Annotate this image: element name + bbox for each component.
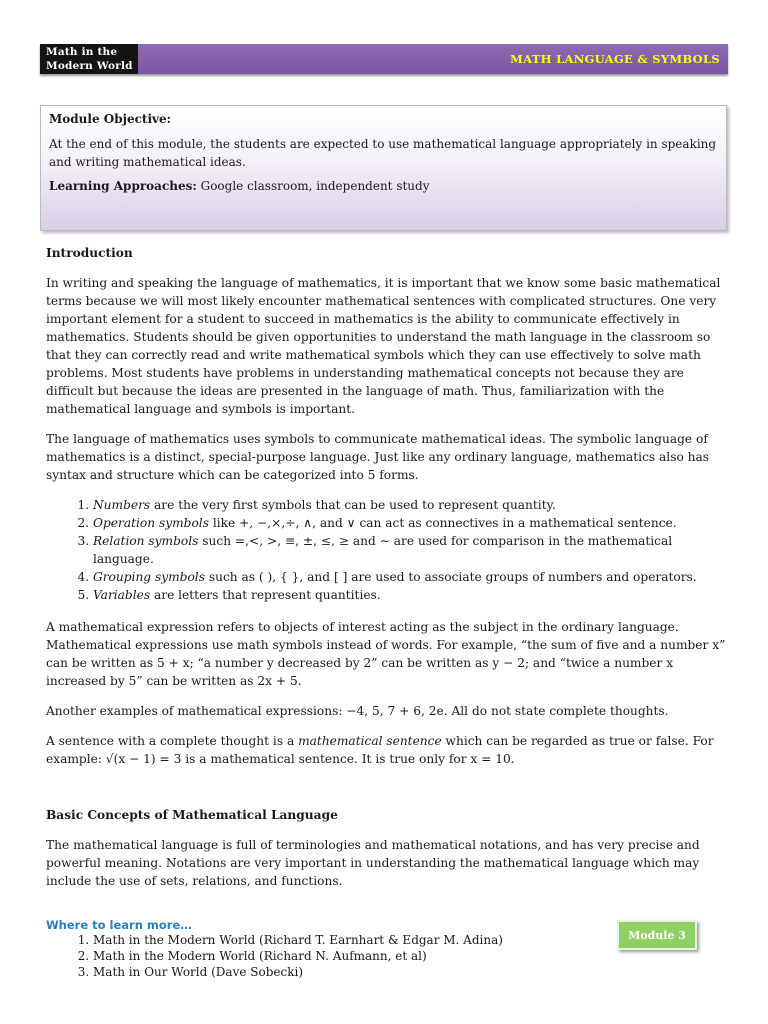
intro-paragraph-4: Another examples of mathematical expressions: −4, 5, 7 + 6, 2e. All do not state complete thoughts. xyxy=(46,704,669,718)
list-item xyxy=(93,532,726,568)
learning-approaches xyxy=(49,179,718,193)
introduction-heading: Introduction xyxy=(46,246,133,260)
reference-item: 1. Math in the Modern World (Richard T. Earnhart & Edgar M. Adina) xyxy=(93,932,503,948)
list-item xyxy=(93,586,726,604)
reference-item: 2. Math in the Modern World (Richard N. Aufmann, et al) xyxy=(93,948,503,964)
learn-more-heading: Where to learn more… xyxy=(46,918,192,932)
list-text: are the very first symbols that can be used to represent quantity. xyxy=(150,498,556,512)
list-term: Grouping symbols xyxy=(93,570,205,584)
objective-heading: Module Objective: xyxy=(49,112,172,126)
intro-paragraph-2: The language of mathematics uses symbols to communicate mathematical ideas. The symbolic language of mathematics is a distinct, special-purpose language. Just like any ordinary language, mathematics also has syntax and structure which can be categorized into 5 forms. xyxy=(46,432,710,482)
page-title: MATH LANGUAGE & SYMBOLS xyxy=(510,52,720,66)
logo-line-2: Modern World xyxy=(46,60,133,72)
intro-paragraph-1: In writing and speaking the language of mathematics, it is important that we know some basic mathematical terms because we will most likely encounter mathematical sentences with complicated structures. One very important element for a student to succeed in mathematics is the ability to communicate effectively in mathematics. Students should be given opportunities to understand the math language in the classroom so that they can correctly read and write mathematical symbols which they can use effectively to solve math problems. Most students have problems in understanding mathematical concepts not because they are difficult but because the ideas are presented in the language of math. Thus, familiarization with the mathematical language and symbols is important. xyxy=(46,276,721,416)
intro-paragraph-5 xyxy=(46,732,726,768)
list-text: are letters that represent quantities. xyxy=(150,588,381,602)
course-logo xyxy=(40,44,138,74)
logo-line-1: Math in the xyxy=(46,46,118,58)
approach-value: Google classroom, independent study xyxy=(196,179,430,193)
list-text: such =,<, >, ≡, ±, ≤, ≥ and ∼ are used for comparison in the mathematical language. xyxy=(93,534,673,566)
module-badge: Module 3 xyxy=(617,920,697,950)
basic-concepts-heading: Basic Concepts of Mathematical Language xyxy=(46,808,338,822)
p5-term: mathematical sentence xyxy=(298,734,442,748)
list-item xyxy=(93,514,726,532)
reference-list xyxy=(46,932,503,980)
p5-end: which can be regarded as true or false. For example: √(x − 1) = 3 is a mathematical sentence. It is true only for x = 10. xyxy=(46,734,714,766)
list-term: Relation symbols xyxy=(93,534,199,548)
symbol-forms-list xyxy=(46,496,726,604)
list-item xyxy=(93,496,726,514)
list-term: Numbers xyxy=(93,498,151,512)
intro-paragraph-3: A mathematical expression refers to objects of interest acting as the subject in the ordinary language. Mathematical expressions use math symbols instead of words. For example, “the sum of five and a number x” can be written as 5 + x; “a number y decreased by 2” can be written as y − 2; and “twice a number x increased by 5” can be written as 2x + 5. xyxy=(46,620,726,688)
approach-label: Learning Approaches: xyxy=(49,179,197,193)
list-text: such as ( ), { }, and [ ] are used to associate groups of numbers and operators. xyxy=(204,570,697,584)
objective-text: At the end of this module, the students are expected to use mathematical language appropriately in speaking and writing mathematical ideas. xyxy=(49,137,717,169)
p5-start: A sentence with a complete thought is a xyxy=(46,734,299,748)
list-term: Variables xyxy=(93,588,151,602)
list-term: Operation symbols xyxy=(93,516,209,530)
main-content xyxy=(46,244,726,902)
list-item xyxy=(93,568,726,586)
module-objective-box xyxy=(40,105,727,231)
basic-paragraph-1: The mathematical language is full of terminologies and mathematical notations, and has very precise and powerful meaning. Notations are very important in understanding the mathematical language which may include the use of sets, relations, and functions. xyxy=(46,838,700,888)
list-text: like +, −,×,÷, ∧, and ∨ can act as connectives in a mathematical sentence. xyxy=(208,516,677,530)
reference-item: 3. Math in Our World (Dave Sobecki) xyxy=(93,964,503,980)
